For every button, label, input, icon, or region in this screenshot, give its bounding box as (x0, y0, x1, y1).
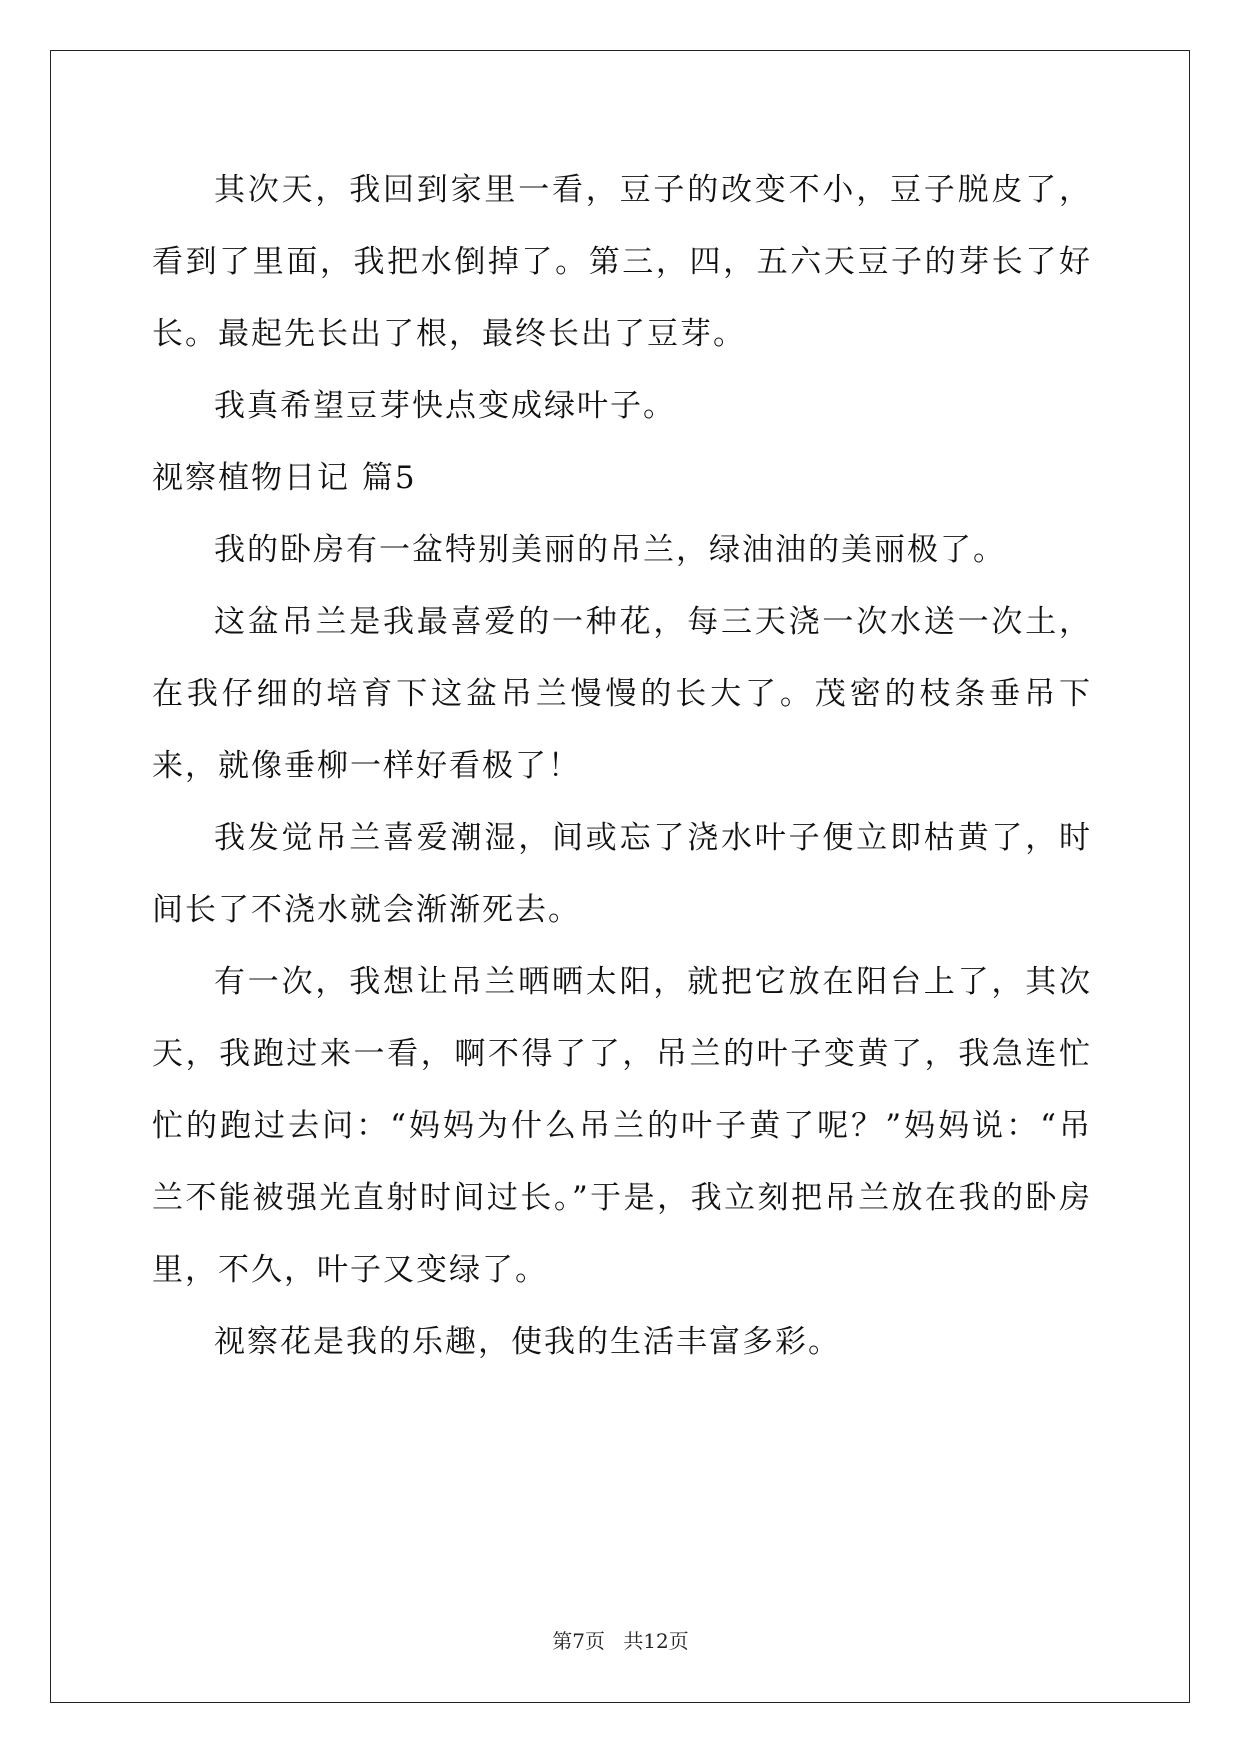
paragraph: 视察花是我的乐趣，使我的生活丰富多彩。 (214, 1324, 841, 1360)
paragraph: 我的卧房有一盆特别美丽的吊兰，绿油油的美丽极了。 (214, 532, 1006, 568)
page-total: 共12页 (623, 1629, 689, 1653)
paragraph: 我真希望豆芽快点变成绿叶子。 (214, 388, 676, 424)
paragraph: 我发觉吊兰喜爱潮湿，间或忘了浇水叶子便立即枯黄了，时间长了不浇水就会渐渐死去。 (152, 820, 1092, 928)
page-footer (0, 1625, 1241, 1654)
paragraph: 有一次，我想让吊兰晒晒太阳，就把它放在阳台上了，其次天，我跑过来一看，啊不得了了，吊兰的叶子变黄了，我急连忙忙的跑过去问：“妈妈为什么吊兰的叶子黄了呢？”妈妈说：“吊兰不能被强光直射时间过长。”于是，我立刻把吊兰放在我的卧房里，不久，叶子又变绿了。 (152, 964, 1092, 1288)
document-body (152, 154, 1092, 1378)
paragraph: 这盆吊兰是我最喜爱的一种花，每三天浇一次水送一次土，在我仔细的培育下这盆吊兰慢慢的长大了。茂密的枝条垂吊下来，就像垂柳一样好看极了！ (152, 604, 1092, 784)
section-title: 视察植物日记 篇5 (152, 460, 417, 496)
page-number: 第7页 (552, 1629, 605, 1653)
paragraph: 其次天，我回到家里一看，豆子的改变不小，豆子脱皮了，看到了里面，我把水倒掉了。第三，四，五六天豆子的芽长了好长。最起先长出了根，最终长出了豆芽。 (152, 172, 1092, 352)
